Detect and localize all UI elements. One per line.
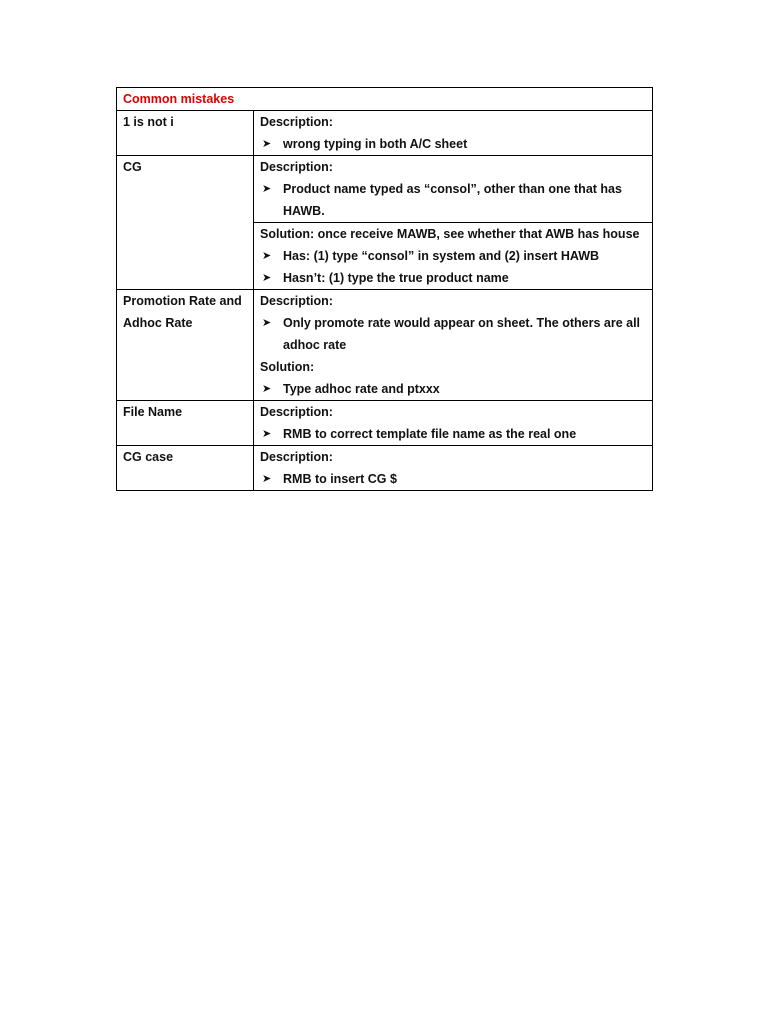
bullet-text: Type adhoc rate and ptxxx (283, 382, 440, 396)
arrowhead-bullet-icon: ➤ (262, 317, 272, 329)
description-cell (254, 111, 653, 156)
description-label: Description: (260, 294, 333, 308)
arrowhead-bullet-icon: ➤ (262, 272, 272, 284)
bullet-text: Hasn’t: (1) type the true product name (283, 271, 509, 285)
bullet-item (260, 312, 646, 356)
mistake-name: 1 is not i (117, 111, 254, 156)
table-row (117, 401, 653, 446)
bullet-text: wrong typing in both A/C sheet (283, 137, 468, 151)
bullet-text: RMB to insert CG $ (283, 472, 397, 486)
bullet-item (260, 423, 646, 445)
arrowhead-bullet-icon: ➤ (262, 138, 272, 150)
description-label: Description: (260, 405, 333, 419)
table-title: Common mistakes (117, 88, 653, 111)
table-row (117, 111, 653, 156)
table-row (117, 446, 653, 491)
bullet-text: Has: (1) type “consol” in system and (2) insert HAWB (283, 249, 600, 263)
table-title-row (117, 88, 653, 111)
common-mistakes-table (116, 87, 653, 491)
bullet-item (260, 133, 646, 155)
bullet-item (260, 378, 646, 400)
bullet-text: Product name typed as “consol”, other than one that has HAWB. (283, 182, 622, 218)
bullet-item (260, 245, 646, 267)
description-cell (254, 401, 653, 446)
bullet-text: RMB to correct template file name as the real one (283, 427, 577, 441)
description-label: Description: (260, 115, 333, 129)
table-row (117, 290, 653, 401)
table-row (117, 156, 653, 223)
mistake-name: CG case (117, 446, 254, 491)
mistake-name: Promotion Rate and Adhoc Rate (117, 290, 254, 401)
description-label: Description: (260, 450, 333, 464)
arrowhead-bullet-icon: ➤ (262, 473, 272, 485)
bullet-item (260, 178, 646, 222)
mistake-name: File Name (117, 401, 254, 446)
solution-cell (254, 223, 653, 290)
description-label: Description: (260, 160, 333, 174)
solution-label: Solution: (260, 360, 315, 374)
bullet-text: Only promote rate would appear on sheet. The others are all adhoc rate (283, 316, 641, 352)
bullet-item (260, 267, 646, 289)
bullet-item (260, 468, 646, 490)
description-cell (254, 446, 653, 491)
mistake-name: CG (117, 156, 254, 290)
description-cell (254, 156, 653, 223)
arrowhead-bullet-icon: ➤ (262, 383, 272, 395)
arrowhead-bullet-icon: ➤ (262, 183, 272, 195)
description-cell (254, 290, 653, 401)
solution-text: Solution: once receive MAWB, see whether that AWB has house (260, 227, 640, 241)
arrowhead-bullet-icon: ➤ (262, 428, 272, 440)
arrowhead-bullet-icon: ➤ (262, 250, 272, 262)
